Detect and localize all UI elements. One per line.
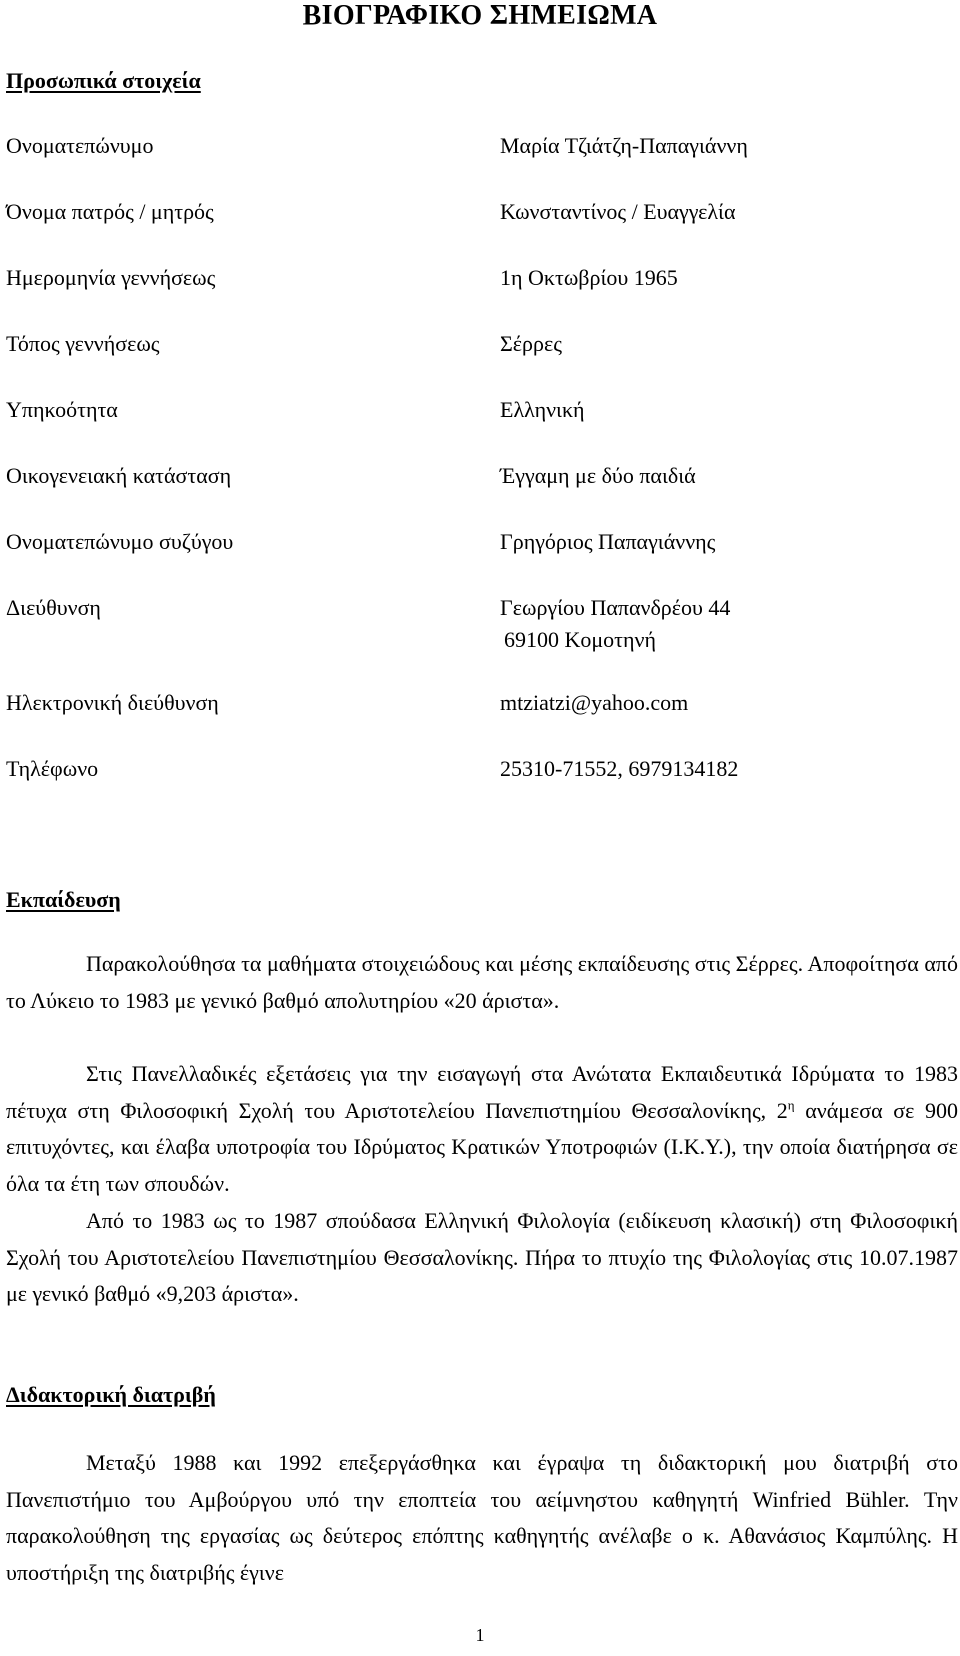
row-label-parents: Όνομα πατρός / μητρός: [6, 199, 214, 224]
dissertation-paragraph-1: [6, 1445, 958, 1591]
row-label-phone: Τηλέφωνο: [6, 756, 99, 781]
document-title: ΒΙΟΓΡΑΦΙΚΟ ΣΗΜΕΙΩΜΑ: [302, 0, 658, 31]
row-value-email: mtziatzi@yahoo.com: [500, 690, 689, 715]
row-value-marital-status: Έγγαμη με δύο παιδιά: [500, 463, 696, 488]
personal-details-heading: Προσωπικά στοιχεία: [6, 68, 201, 93]
row-label-birthplace: Τόπος γεννήσεως: [6, 331, 160, 356]
row-label-address: Διεύθυνση: [6, 595, 101, 620]
dissertation-paragraph-1-text: Μεταξύ 1988 και 1992 επεξεργάσθηκα και έγραψα τη διδακτορική μου διατριβή στο Πανεπιστήμιο του Αμβούργου υπό την εποπτεία του αείμνηστου καθηγητή Winfried Bühler. Την παρακολούθηση της εργασίας ως δεύτερος επόπτης καθηγητής ανέλαβε ο κ. Αθανάσιος Καμπύλης. Η υποστήριξη της διατριβής έγινε: [6, 1450, 958, 1585]
education-paragraph-2-text-b: ανάμεσα σε 900 επιτυχόντες, και έλαβα υποτροφία του Ιδρύματος Κρατικών Υποτροφιών (Ι.Κ.Υ.), την οποία διατήρησα σε όλα τα έτη των σπουδών.: [6, 1097, 958, 1196]
row-value-address-city: 69100 Κομοτηνή: [504, 627, 656, 652]
dissertation-heading: Διδακτορική διατριβή: [6, 1382, 216, 1407]
row-label-email: Ηλεκτρονική διεύθυνση: [6, 690, 219, 715]
education-paragraph-2-text-a: Στις Πανελλαδικές εξετάσεις για την εισαγωγή στα Ανώτατα Εκπαιδευτικά Ιδρύματα το 1983 πέτυχα στη Φιλοσοφική Σχολή του Αριστοτελείου Πανεπιστημίου Θεσσαλονίκης, 2: [6, 1061, 958, 1123]
row-label-fullname: Ονοματεπώνυμο: [6, 133, 154, 158]
education-heading: Εκπαίδευση: [6, 887, 121, 912]
page-number: 1: [475, 1625, 485, 1645]
education-paragraph-2: [6, 1056, 958, 1202]
row-value-nationality: Ελληνική: [500, 397, 585, 422]
row-value-birthplace: Σέρρες: [500, 331, 562, 356]
education-paragraph-1: [6, 946, 958, 1019]
row-value-parents: Κωνσταντίνος / Ευαγγελία: [500, 199, 736, 224]
row-value-fullname: Μαρία Τζιάτζη-Παπαγιάννη: [500, 133, 748, 158]
education-paragraph-2-superscript: η: [787, 1097, 795, 1113]
row-value-address-street: Γεωργίου Παπανδρέου 44: [500, 595, 731, 620]
row-label-spouse: Ονοματεπώνυμο συζύγου: [6, 529, 234, 554]
row-value-phone: 25310-71552, 6979134182: [500, 756, 739, 781]
row-label-nationality: Υπηκοότητα: [6, 397, 118, 422]
education-paragraph-3-text: Από το 1983 ως το 1987 σπούδασα Ελληνική Φιλολογία (ειδίκευση κλασική) στη Φιλοσοφική Σχολή του Αριστοτελείου Πανεπιστημίου Θεσσαλονίκης. Πήρα το πτυχίο της Φιλολογίας στις 10.07.1987 με γενικό βαθμό «9,203 άριστα».: [6, 1208, 958, 1307]
education-paragraph-3: [6, 1203, 958, 1313]
row-label-marital-status: Οικογενειακή κατάσταση: [6, 463, 232, 488]
row-value-birthdate: 1η Οκτωβρίου 1965: [500, 265, 678, 290]
row-value-spouse: Γρηγόριος Παπαγιάννης: [500, 529, 716, 554]
row-label-birthdate: Ημερομηνία γεννήσεως: [6, 265, 216, 290]
education-paragraph-1-text: Παρακολούθησα τα μαθήματα στοιχειώδους και μέσης εκπαίδευσης στις Σέρρες. Αποφοίτησα από το Λύκειο το 1983 με γενικό βαθμό απολυτηρίου «20 άριστα».: [6, 951, 958, 1013]
